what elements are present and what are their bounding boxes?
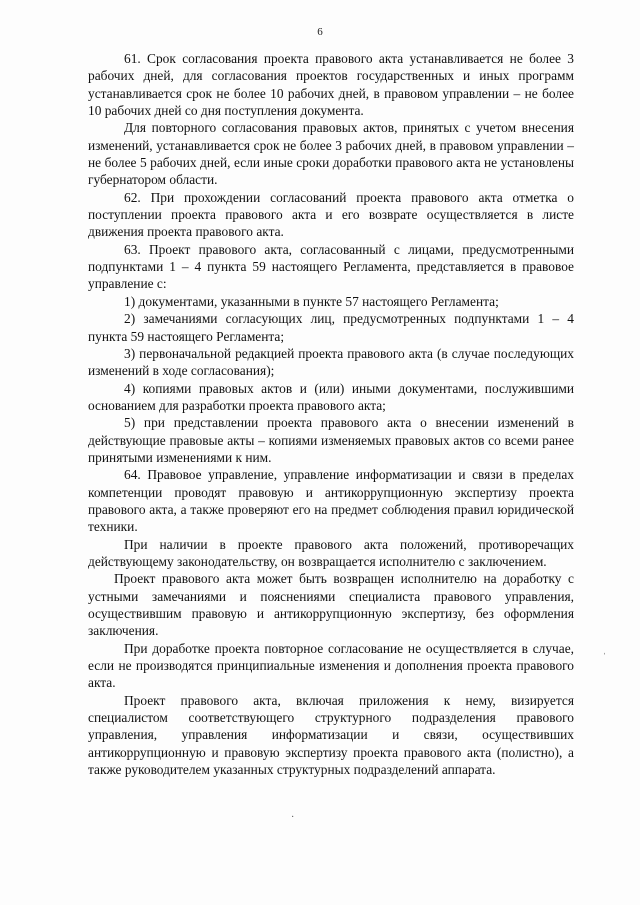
page-number: 6 [317,26,323,38]
list-item-2: 2) замечаниями согласующих лиц, предусмотренных подпунктами 1 – 4 пункта 59 настоящего Регламента; [88,311,574,344]
document-body [88,50,574,778]
paragraph-62: 62. При прохождении согласований проекта правового акта отметка о поступлении проекта правового акта и его возврате осуществляется в листе движения проекта правового акта. [88,189,574,240]
paragraph-63: 63. Проект правового акта, согласованный с лицами, предусмотренными подпунктами 1 – 4 пункта 59 настоящего Регламента, представляется в правовое управление с: [88,241,574,292]
list-item-4: 4) копиями правовых актов и (или) иными документами, послужившими основанием для разработки проекта правового акта; [88,380,574,413]
paragraph-repeat-approval: Для повторного согласования правовых актов, принятых с учетом внесения изменений, устанавливается срок не более 3 рабочих дней, в правовом управлении – не более 5 рабочих дней, если иные сроки доработки правового акта не установлены губернатором области. [88,120,574,188]
paragraph-endorsement: Проект правового акта, включая приложения к нему, визируется специалистом соответствующего структурного подразделения правового управления, управления информатизации и связи, осуществивших антикоррупционную и правовую экспертизу проекта правового акта (полистно), а также руководителем указанных структурных подразделений аппарата. [88,692,574,778]
paragraph-return-for-revision: Проект правового акта может быть возвращен исполнителю на доработку с устными замечаниями и пояснениями специалиста правового управления, осуществившим правовую и антикоррупционную экспертизу, без оформления заключения. [88,571,574,639]
scan-speck: ˈ [603,652,607,663]
paragraph-revision-approval: При доработке проекта повторное согласование не осуществляется в случае, если не производятся принципиальные изменения и дополнения проекта правового акта. [88,640,574,691]
list-item-3: 3) первоначальной редакцией проекта правового акта (в случае последующих изменений в ходе согласования); [88,345,574,379]
paragraph-64: 64. Правовое управление, управление информатизации и связи в пределах компетенции проводят правовую и антикоррупционную экспертизу проекта правового акта, а также проверяют его на предмет соблюдения правил юридической техники. [88,467,574,535]
paragraph-contradictions: При наличии в проекте правового акта положений, противоречащих действующему законодательству, он возвращается исполнителю с заключением. [88,536,574,569]
list-item-1: 1) документами, указанными в пункте 57 настоящего Регламента; [124,293,499,309]
scan-speck: · [291,812,295,823]
paragraph-61: 61. Срок согласования проекта правового акта устанавливается не более 3 рабочих дней, для согласования проектов государственных и иных программ устанавливается срок не более 10 рабочих дней, в правовом управлении – не более 10 рабочих дней со дня поступления документа. [88,51,574,119]
list-item-5: 5) при представлении проекта правового акта о внесении изменений в действующие правовые акты – копиями изменяемых правовых актов со всеми ранее принятыми изменениями к ним. [88,415,574,465]
